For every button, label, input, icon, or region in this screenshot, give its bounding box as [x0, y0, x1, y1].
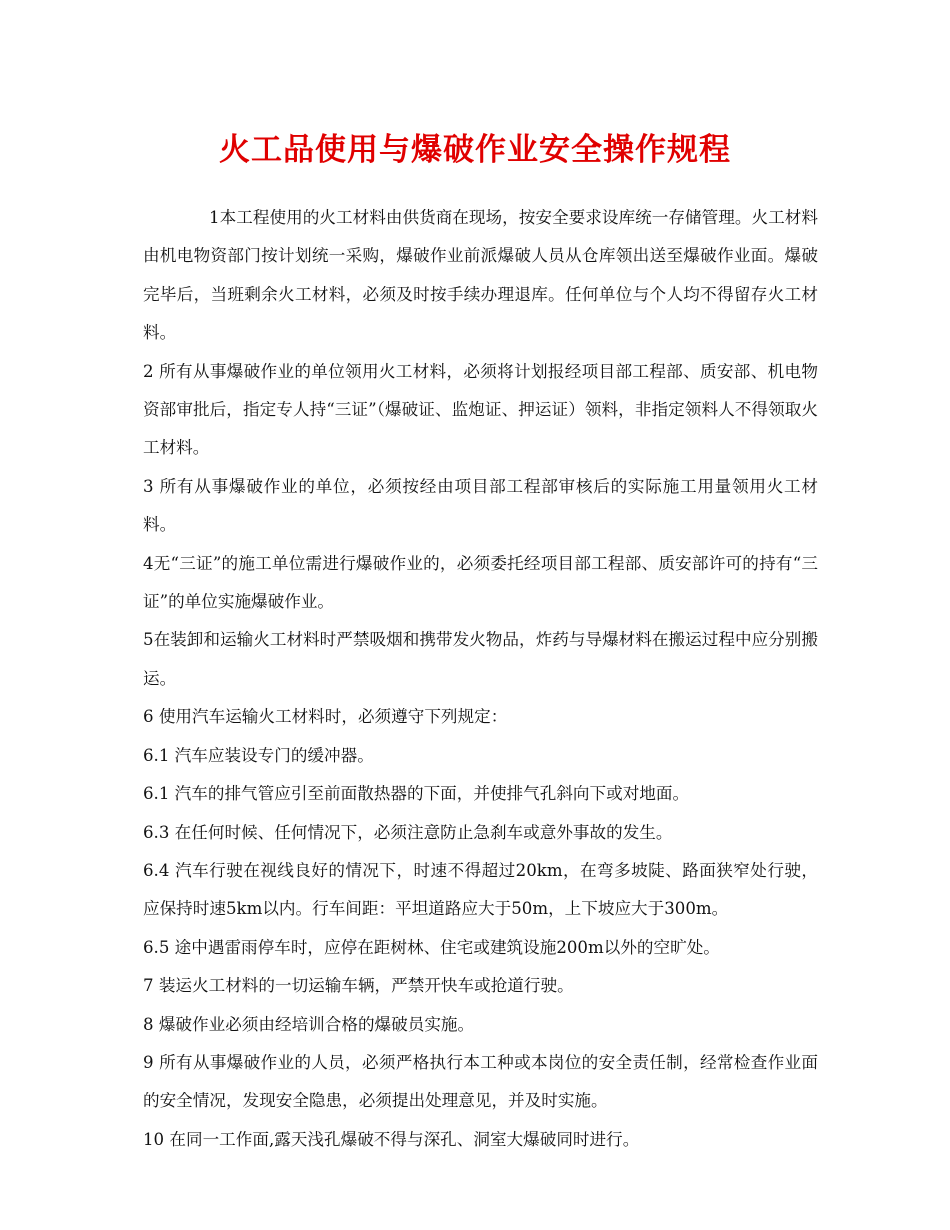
paragraph-6-3: 6.3 在任何时候、任何情况下，必须注意防止急刹车或意外事故的发生。 — [143, 822, 673, 842]
paragraph-4: 4无“三证”的施工单位需进行爆破作业的，必须委托经项目部工程部、质安部许可的持有“三证”的单位实施爆破作业。 — [143, 553, 818, 612]
paragraph-10: 10 在同一工作面,露天浅孔爆破不得与深孔、洞室大爆破同时进行。 — [143, 1129, 640, 1149]
paragraph-8: 8 爆破作业必须由经培训合格的爆破员实施。 — [143, 1014, 475, 1034]
paragraph-6-4: 6.4 汽车行驶在视线良好的情况下，时速不得超过20km，在弯多坡陡、路面狭窄处行驶，应保持时速5km以内。行车间距：平坦道路应大于50m，上下坡应大于300m。 — [143, 860, 818, 919]
paragraph-6: 6 使用汽车运输火工材料时，必须遵守下列规定： — [143, 707, 508, 727]
paragraph-3: 3 所有从事爆破作业的单位，必须按经由项目部工程部审核后的实际施工用量领用火工材料。 — [143, 476, 818, 535]
document-title: 火工品使用与爆破作业安全操作规程 — [219, 132, 731, 168]
paragraph-9: 9 所有从事爆破作业的人员，必须严格执行本工种或本岗位的安全责任制，经常检查作业面的安全情况，发现安全隐患，必须提出处理意见，并及时实施。 — [143, 1052, 818, 1111]
document-body — [143, 199, 818, 1159]
paragraph-1: 1本工程使用的火工材料由供货商在现场，按安全要求设库统一存储管理。火工材料由机电物资部门按计划统一采购，爆破作业前派爆破人员从仓库领出送至爆破作业面。爆破完毕后，当班剩余火工材料，必须及时按手续办理退库。任何单位与个人均不得留存火工材料。 — [143, 208, 818, 343]
paragraph-6-1: 6.1 汽车应装设专门的缓冲器。 — [143, 745, 374, 765]
paragraph-7: 7 装运火工材料的一切运输车辆，严禁开快车或抢道行驶。 — [143, 976, 574, 996]
paragraph-6-1-exhaust: 6.1 汽车的排气管应引至前面散热器的下面，并使排气孔斜向下或对地面。 — [143, 784, 690, 804]
paragraph-2: 2 所有从事爆破作业的单位领用火工材料，必须将计划报经项目部工程部、质安部、机电物资部审批后，指定专人持“三证”（爆破证、监炮证、押运证）领料，非指定领料人不得领取火工材料。 — [143, 361, 818, 458]
paragraph-5: 5在装卸和运输火工材料时严禁吸烟和携带发火物品，炸药与导爆材料在搬运过程中应分别搬运。 — [143, 630, 818, 688]
paragraph-6-5: 6.5 途中遇雷雨停车时，应停在距树林、住宅或建筑设施200m以外的空旷处。 — [143, 937, 720, 957]
